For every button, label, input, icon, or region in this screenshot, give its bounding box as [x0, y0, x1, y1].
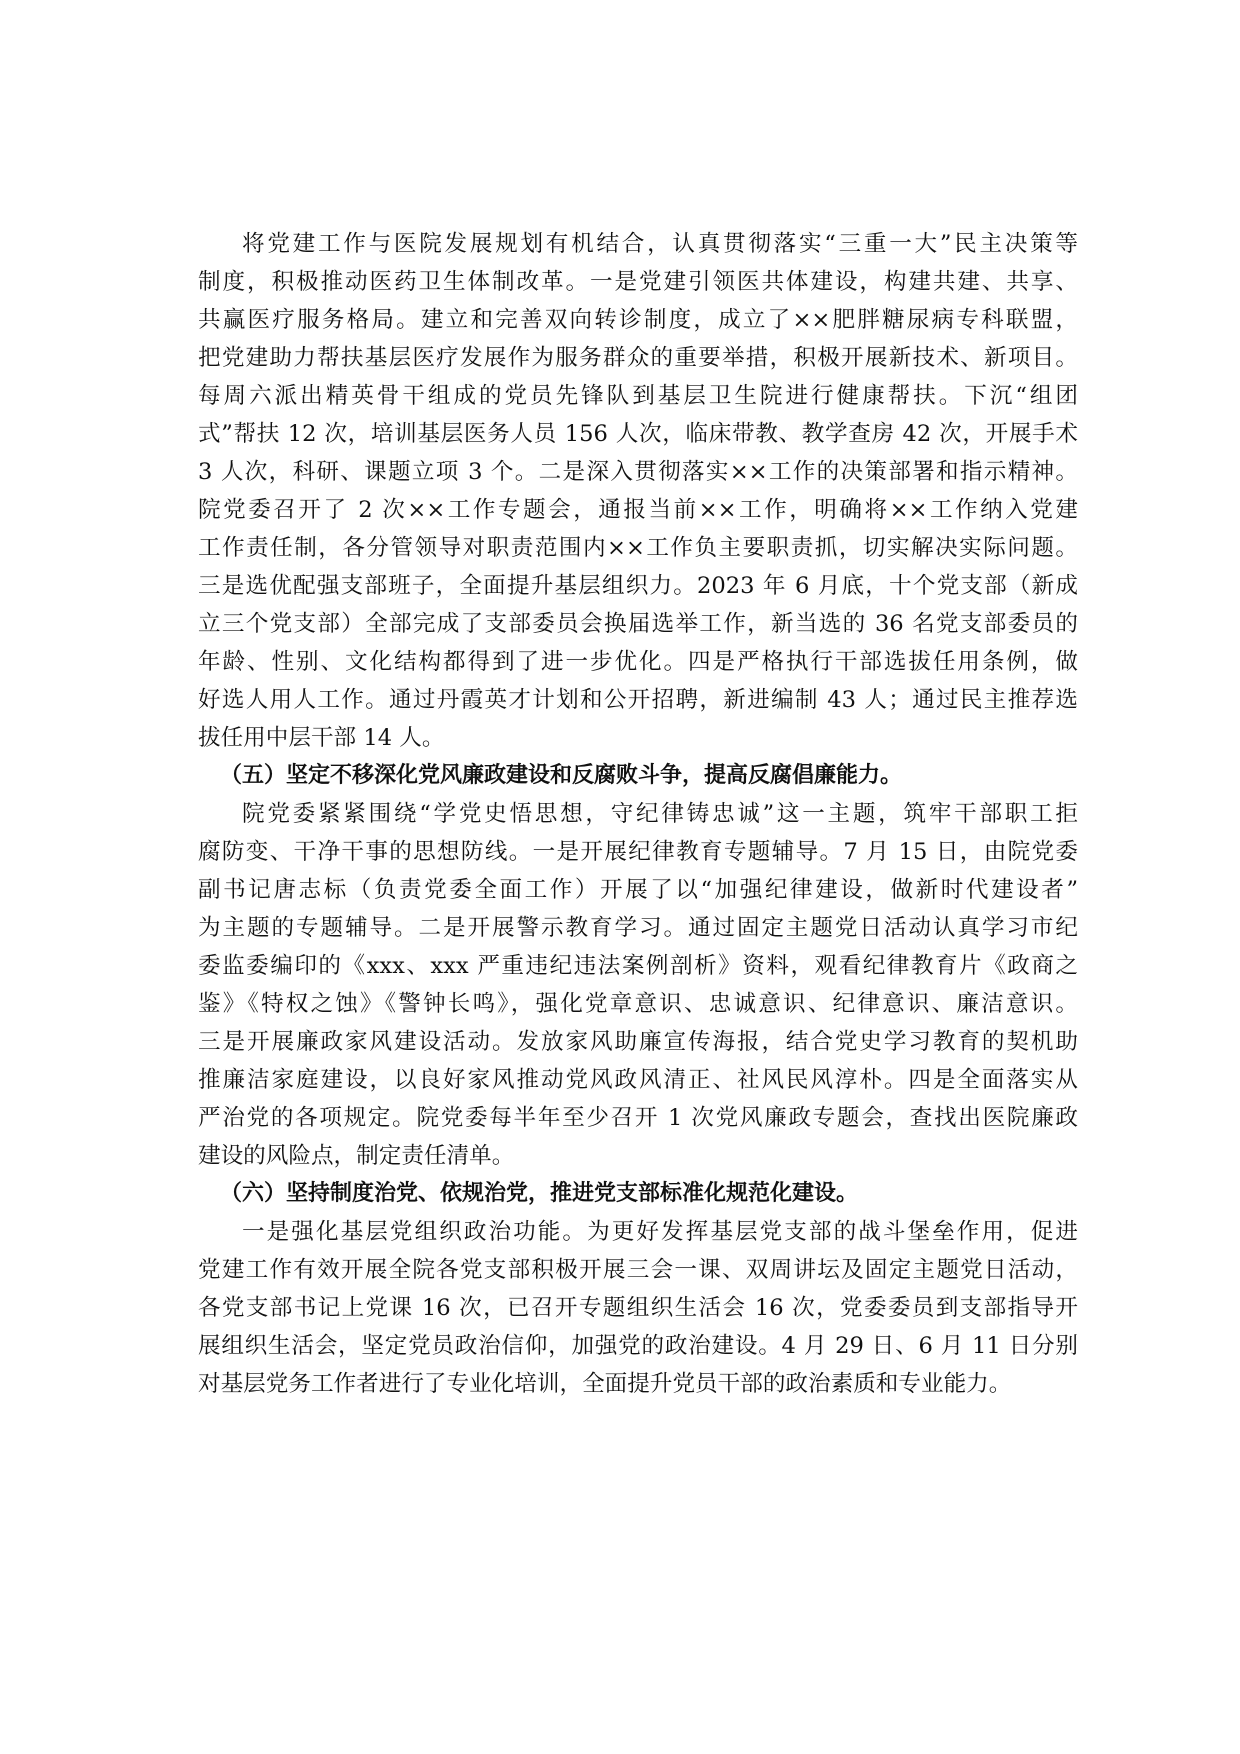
paragraph-line: 腐防变、干净干事的思想防线。一是开展纪律教育专题辅导。7 月 15 日，由院党委 — [198, 839, 1078, 865]
paragraph-line: 式”帮扶 12 次，培训基层医务人员 156 人次，临床带教、教学查房 42 次，开展手术 — [198, 421, 1078, 447]
paragraph-line: 3 人次，科研、课题立项 3 个。二是深入贯彻落实××工作的决策部署和指示精神。 — [198, 459, 1078, 485]
section-heading-six: （六）坚持制度治党、依规治党，推进党支部标准化规范化建设。 — [220, 1181, 859, 1206]
paragraph-line: 院党委紧紧围绕“学党史悟思想，守纪律铸忠诚”这一主题，筑牢干部职工拒 — [242, 801, 1078, 827]
paragraph-line: 严治党的各项规定。院党委每半年至少召开 1 次党风廉政专题会，查找出医院廉政 — [198, 1105, 1078, 1131]
paragraph-line: 委监委编印的《xxx、xxx 严重违纪违法案例剖析》资料，观看纪律教育片《政商之 — [198, 953, 1078, 979]
paragraph-line: 副书记唐志标（负责党委全面工作）开展了以“加强纪律建设，做新时代建设者” — [198, 877, 1078, 903]
paragraph-line: 三是选优配强支部班子，全面提升基层组织力。2023 年 6 月底，十个党支部（新成 — [198, 573, 1078, 599]
paragraph-line: 年龄、性别、文化结构都得到了进一步优化。四是严格执行干部选拔任用条例，做 — [198, 649, 1078, 675]
paragraph-line: 将党建工作与医院发展规划有机结合，认真贯彻落实“三重一大”民主决策等 — [242, 231, 1078, 257]
paragraph-line: 好选人用人工作。通过丹霞英才计划和公开招聘，新进编制 43 人；通过民主推荐选 — [198, 687, 1078, 713]
paragraph-anti-corruption — [198, 795, 1078, 1175]
document-page — [198, 225, 1078, 1403]
paragraph-line: 三是开展廉政家风建设活动。发放家风助廉宣传海报，结合党史学习教育的契机助 — [198, 1029, 1078, 1055]
paragraph-party-building — [198, 225, 1078, 757]
paragraph-line: 工作责任制，各分管领导对职责范围内××工作负主要职责抓，切实解决实际问题。 — [198, 535, 1078, 561]
paragraph-line: 把党建助力帮扶基层医疗发展作为服务群众的重要举措，积极开展新技术、新项目。 — [198, 345, 1078, 371]
paragraph-line: 展组织生活会，坚定党员政治信仰，加强党的政治建设。4 月 29 日、6 月 11 日分别 — [198, 1333, 1078, 1359]
paragraph-line: 鉴》《特权之蚀》《警钟长鸣》，强化党章意识、忠诚意识、纪律意识、廉洁意识。 — [198, 991, 1078, 1017]
paragraph-line: 每周六派出精英骨干组成的党员先锋队到基层卫生院进行健康帮扶。下沉“组团 — [198, 383, 1078, 409]
paragraph-line: 为主题的专题辅导。二是开展警示教育学习。通过固定主题党日活动认真学习市纪 — [198, 915, 1078, 941]
paragraph-standardization — [198, 1213, 1078, 1403]
paragraph-line: 制度，积极推动医药卫生体制改革。一是党建引领医共体建设，构建共建、共享、 — [198, 269, 1078, 295]
paragraph-line: 各党支部书记上党课 16 次，已召开专题组织生活会 16 次，党委委员到支部指导开 — [198, 1295, 1078, 1321]
paragraph-line: 对基层党务工作者进行了专业化培训，全面提升党员干部的政治素质和专业能力。 — [198, 1371, 1012, 1397]
paragraph-line: 院党委召开了 2 次××工作专题会，通报当前××工作，明确将××工作纳入党建 — [198, 497, 1078, 523]
paragraph-line: 拔任用中层干部 14 人。 — [198, 725, 445, 751]
paragraph-line: 立三个党支部）全部完成了支部委员会换届选举工作，新当选的 36 名党支部委员的 — [198, 611, 1078, 637]
paragraph-line: 一是强化基层党组织政治功能。为更好发挥基层党支部的战斗堡垒作用，促进 — [242, 1219, 1078, 1245]
paragraph-line: 建设的风险点，制定责任清单。 — [198, 1143, 515, 1169]
paragraph-line: 党建工作有效开展全院各党支部积极开展三会一课、双周讲坛及固定主题党日活动， — [198, 1257, 1078, 1283]
paragraph-line: 共赢医疗服务格局。建立和完善双向转诊制度，成立了××肥胖糖尿病专科联盟， — [198, 307, 1078, 333]
paragraph-line: 推廉洁家庭建设，以良好家风推动党风政风清正、社风民风淳朴。四是全面落实从 — [198, 1067, 1078, 1093]
section-heading-five: （五）坚定不移深化党风廉政建设和反腐败斗争，提高反腐倡廉能力。 — [220, 763, 903, 788]
